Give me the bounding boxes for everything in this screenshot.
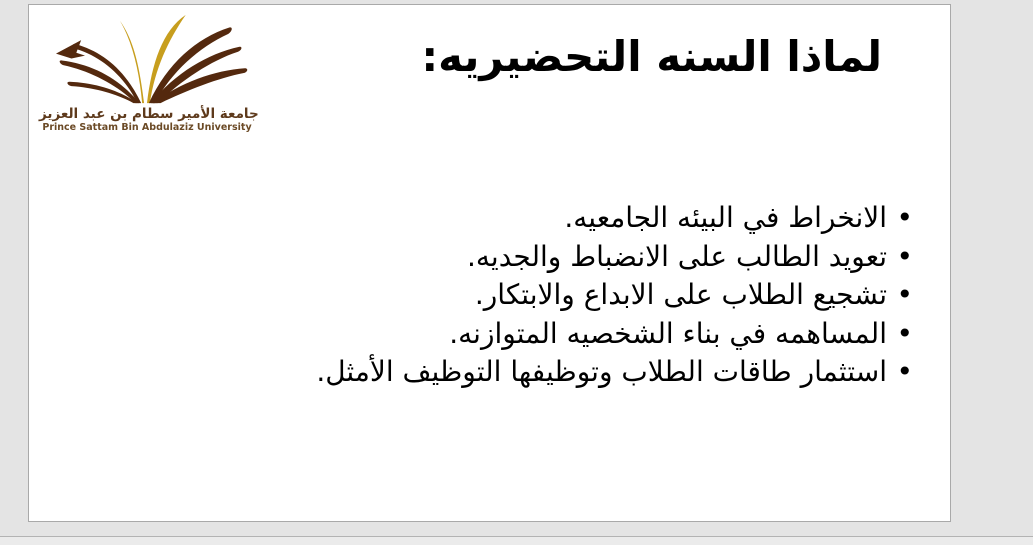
open-book-logo-icon (39, 13, 255, 105)
university-logo (39, 13, 259, 134)
bullet-item-2 (316, 238, 913, 277)
bullet-text: المساهمه في بناء الشخصيه المتوازنه. (449, 316, 887, 350)
bullet-dot: • (896, 278, 913, 311)
logo-english-name: Prince Sattam Bin Abdulaziz University (42, 122, 252, 133)
slide-title[interactable]: لماذا السنه التحضيريه: (421, 32, 882, 81)
bullet-item-3 (316, 276, 913, 315)
bottom-strip (0, 537, 1033, 545)
bullet-dot: • (896, 316, 913, 350)
bullet-text: الانخراط في البيئه الجامعيه. (564, 201, 887, 234)
bullet-list[interactable] (316, 199, 913, 392)
bullet-dot: • (896, 355, 913, 388)
bullet-dot: • (896, 239, 913, 273)
slide[interactable] (28, 4, 951, 522)
bullet-text: تشجيع الطلاب على الابداع والابتكار. (474, 278, 887, 311)
bullet-item-1 (316, 199, 913, 238)
logo-arabic-name: جامعة الأمير سطام بن عبد العزيز (39, 106, 259, 122)
bullet-item-4 (316, 315, 913, 354)
bullet-dot: • (896, 201, 913, 234)
bullet-text: استثمار طاقات الطلاب وتوظيفها التوظيف الأمثل. (316, 355, 887, 388)
bullet-text: تعويد الطالب على الانضباط والجديه. (466, 239, 887, 273)
bullet-item-5 (316, 353, 913, 392)
